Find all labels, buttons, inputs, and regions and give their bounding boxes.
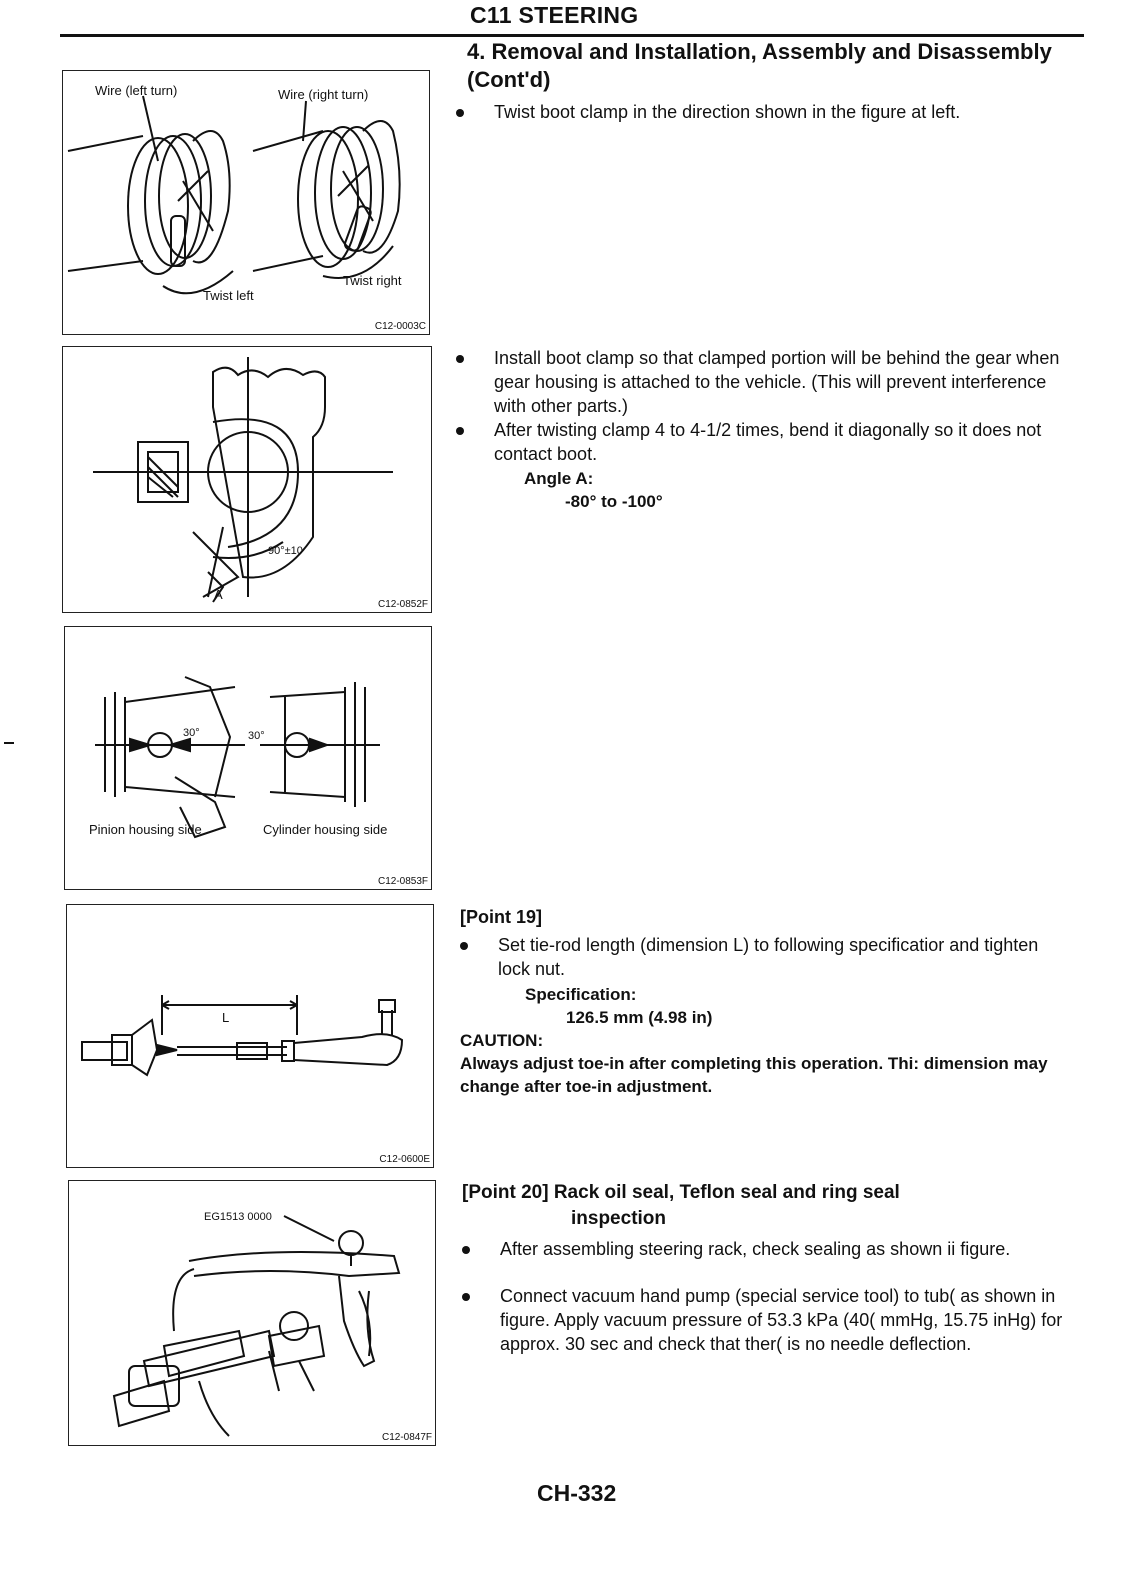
gear-housing-drawing [63,347,431,612]
bullet-twisting-clamp [494,418,1066,466]
bullet-dot [460,942,468,950]
label-30-right: 30° [248,730,265,742]
label-twist-left: Twist left [203,288,254,303]
bullet-text: After twisting clamp 4 to 4-1/2 times, bend it diagonally so it does not contact boot. [494,420,1042,464]
bullet-dot [462,1293,470,1301]
point-20-title: [Point 20] Rack oil seal, Teflon seal and ring seal [462,1182,900,1203]
bullet-text: After assembling steering rack, check sealing as shown ii figure. [500,1239,1011,1259]
label-pinion-housing-side: Pinion housing side [89,822,202,837]
label-30-left: 30° [183,727,200,739]
figure-code: C12-0003C [374,321,426,332]
figure-gear-housing-angle [62,346,432,613]
figure-tie-rod-length [66,904,434,1168]
bullet-text: Set tie-rod length (dimension L) to following specificatior and tighten lock nut. [498,935,1039,979]
bullet-install-boot-clamp [494,346,1066,418]
spec-length-value: 126.5 mm (4.98 in) [566,1008,713,1027]
spec-length-label: Specification: [525,985,637,1004]
figure-code: C12-0852F [377,599,428,610]
spec-angle-value: -80° to -100° [565,492,663,511]
figure-housing-sides [64,626,432,890]
label-twist-right: Twist right [343,273,402,288]
tie-rod-drawing [67,905,433,1167]
bullet-twist-boot-clamp [494,100,1074,124]
header-rule [60,34,1084,37]
section-title: 4. Removal and Installation, Assembly and Disassembly (Cont'd) [467,39,1052,92]
caution-label: CAUTION: [460,1031,544,1050]
caution-text: Always adjust toe-in after completing this operation. Thi: dimension may change after toe-in adjustment. [460,1054,1048,1096]
label-dimension-l: L [222,1010,230,1025]
label-angle-90: 90°±10 [268,545,303,557]
label-wire-right-turn: Wire (right turn) [278,87,369,102]
bullet-text: Twist boot clamp in the direction shown in the figure at left. [494,102,961,122]
figure-code: C12-0847F [381,1432,432,1443]
figure-boot-clamp-twist [62,70,430,335]
point-20-title-cont: inspection [571,1208,667,1229]
page-number: CH-332 [537,1480,617,1506]
label-wire-left-turn: Wire (left turn) [95,83,178,98]
label-angle-a: A [214,587,223,602]
figure-vacuum-pump [68,1180,436,1446]
bullet-dot [456,109,464,117]
label-tool-number: EG1513 0000 [204,1211,272,1223]
chapter-header: C11 STEERING [470,2,639,28]
bullet-text: Install boot clamp so that clamped portion will be behind the gear when gear housing is attached to the vehicle. (This will prevent interference with other parts.) [494,348,1060,416]
bullet-connect-vacuum-pump [500,1284,1066,1356]
housing-sides-drawing [65,627,431,889]
bullet-set-tie-rod-length [498,933,1064,981]
bullet-dot [456,355,464,363]
label-cylinder-housing-side: Cylinder housing side [263,822,388,837]
bullet-dot [456,427,464,435]
figure-code: C12-0600E [379,1154,430,1165]
bullet-dot [462,1246,470,1254]
spec-angle-label: Angle A: [524,469,594,488]
margin-mark [4,742,14,744]
point-19-title: [Point 19] [460,907,543,927]
figure-code: C12-0853F [377,876,428,887]
bullet-text: Connect vacuum hand pump (special service tool) to tub( as shown in figure. Apply vacuum pressure of 53.3 kPa (40( mmHg, 15.75 inHg) for approx. 30 sec and check that ther( is no needle deflection. [500,1286,1063,1354]
bullet-check-sealing [500,1237,1066,1261]
